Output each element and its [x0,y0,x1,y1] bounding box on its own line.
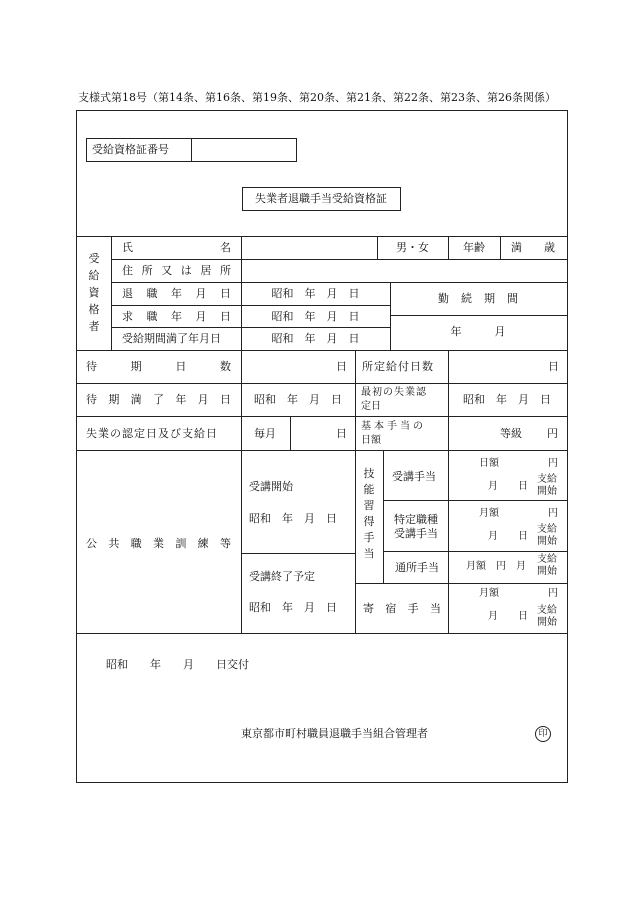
seal-icon: 印 [535,726,551,742]
boarding-month-day[interactable]: 月 日 [488,611,528,622]
special-allowance-label-2: 受講手当 [394,527,438,540]
recognition-monthly-label: 毎月 [254,427,276,440]
first-recognition-label-1: 最初の失業認 [361,387,427,398]
special-monthly-yen[interactable]: 円 [548,508,558,519]
service-period-field[interactable]: 年 月 [450,325,506,338]
public-training-label: 公 共 職 業 訓 練 等 [86,537,231,550]
waiting-days-label: 待 期 日 数 [86,360,231,373]
lecture-daily-yen[interactable]: 円 [548,458,558,469]
qualified-person-label: 受給資格者 [88,252,100,333]
recognition-day-field[interactable]: 日 [336,427,347,440]
boarding-payment-2: 開始 [537,617,557,628]
waiting-end-date-label: 待 期 満 了 年 月 日 [86,393,231,406]
lecture-allowance-label: 受講手当 [392,470,436,483]
benefit-days-field[interactable]: 日 [548,360,559,373]
commute-payment-1: 支給 [537,554,557,565]
special-payment-2: 開始 [537,536,557,547]
retire-date-field[interactable]: 昭和 年 月 日 [271,287,360,300]
address-field[interactable] [245,264,563,278]
basic-allowance-yen[interactable]: 円 [547,427,558,440]
expiry-date-field[interactable]: 昭和 年 月 日 [271,332,360,345]
first-recognition-date-field[interactable]: 昭和 年 月 日 [463,393,551,406]
retire-date-label: 退 職 年 月 日 [122,287,231,300]
special-month-day[interactable]: 月 日 [488,531,528,542]
grade-label: 等級 [500,427,522,440]
job-search-date-label: 求 職 年 月 日 [122,310,231,323]
boarding-payment-1: 支給 [537,605,557,616]
basic-allowance-label-2: 日額 [361,435,381,446]
age-field[interactable]: 満 歳 [511,241,555,254]
lecture-payment-1: 支給 [537,474,557,485]
issue-date-field[interactable]: 昭和 年 月 日交付 [106,658,249,671]
basic-allowance-label-1: 基本手当の [361,421,426,432]
benefit-days-label: 所定給付日数 [362,360,434,373]
service-period-label: 勤 続 期 間 [438,292,518,305]
commute-payment-2: 開始 [537,566,557,577]
first-recognition-label-2: 定日 [361,401,381,412]
lecture-daily-label: 日額 [479,458,499,469]
gender-field[interactable]: 男・女 [396,241,429,254]
name-label: 氏 名 [122,241,231,254]
boarding-allowance-label: 寄 宿 手 当 [363,602,441,615]
commute-amount-field[interactable]: 月額 円 月 [466,561,526,572]
special-payment-1: 支給 [537,524,557,535]
cert-number-label: 受給資格証番号 [92,143,169,156]
expiry-date-label: 受給期間満了年月日 [122,332,221,345]
commute-allowance-label: 通所手当 [395,561,439,574]
recognition-day-label: 失業の認定日及び支給日 [86,427,218,440]
skill-allowance-label: 技能習得手当 [363,467,375,560]
course-start-date-field[interactable]: 昭和 年 月 日 [249,512,337,525]
boarding-monthly-label: 月額 [479,588,499,599]
name-field[interactable] [245,241,373,255]
address-label: 住 所 又 は 居 所 [122,264,231,277]
boarding-monthly-yen[interactable]: 円 [548,588,558,599]
course-end-label: 受講終了予定 [249,570,315,583]
lecture-payment-2: 開始 [537,486,557,497]
waiting-end-date-field[interactable]: 昭和 年 月 日 [254,393,342,406]
special-monthly-label: 月額 [479,508,499,519]
job-search-date-field[interactable]: 昭和 年 月 日 [271,310,360,323]
lecture-month-day[interactable]: 月 日 [488,481,528,492]
form-number-header: 支様式第18号（第14条、第16条、第19条、第20条、第21条、第22条、第23条、第26条関係） [78,91,556,104]
course-end-date-field[interactable]: 昭和 年 月 日 [249,601,337,614]
issuer-name: 東京都市町村職員退職手当組合管理者 [241,727,428,740]
special-allowance-label-1: 特定職種 [394,513,438,526]
age-label: 年齢 [463,241,485,254]
page-title: 失業者退職手当受給資格証 [255,192,387,205]
course-start-label: 受講開始 [249,480,293,493]
waiting-days-field[interactable]: 日 [336,360,347,373]
